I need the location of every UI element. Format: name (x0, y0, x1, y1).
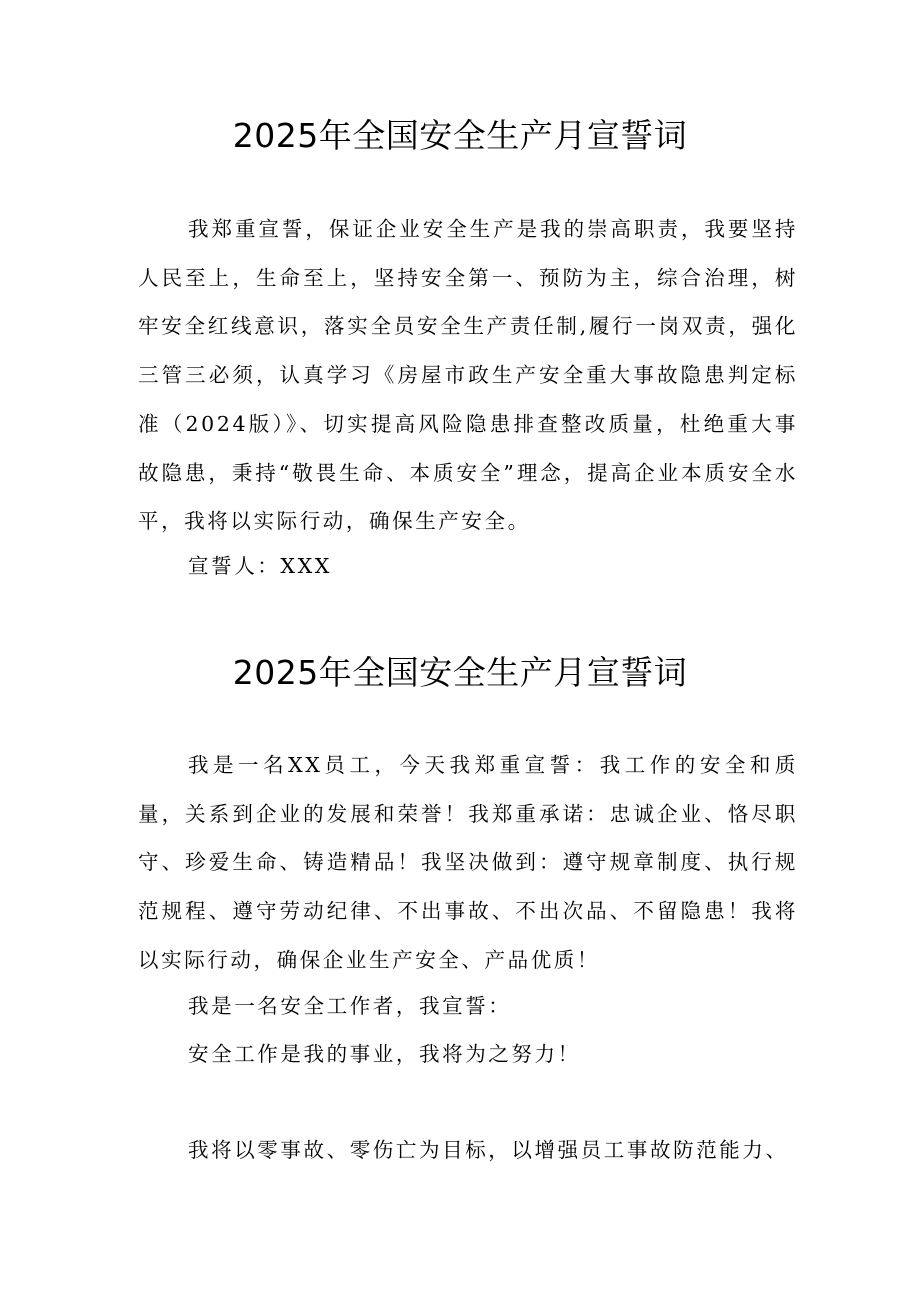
section-2-line-3: 我将以零事故、零伤亡为目标，以增强员工事故防范能力、 (188, 1138, 789, 1162)
section-2-line-2: 安全工作是我的事业，我将为之努力！ (188, 1042, 581, 1066)
section-2-title: 2025年全国安全生产月宣誓词 (232, 653, 688, 692)
section-1-title: 2025年全国安全生产月宣誓词 (232, 116, 688, 155)
section-2-line-1: 我是一名安全工作者，我宣誓： (188, 994, 512, 1018)
section-1-paragraph: 我郑重宣誓，保证企业安全生产是我的崇高职责，我要坚持人民至上，生命至上，坚持安全第一、预防为主，综合治理，树牢安全红线意识，落实全员安全生产责任制,履行一岗双责，强化三管三必须，认真学习《房屋市政生产安全重大事故隐患判定标准（2024版）》、切实提高风险隐患排查整改质量，杜绝重大事故隐患，秉持“敬畏生命、本质安全”理念，提高企业本质安全水平，我将以实际行动，确保生产安全。 (138, 217, 798, 534)
oath-taker-line: 宣誓人：XXX (188, 554, 332, 578)
section-2-paragraph: 我是一名XX员工，今天我郑重宣誓：我工作的安全和质量，关系到企业的发展和荣誉！我郑重承诺：忠诚企业、恪尽职守、珍爱生命、铸造精品！我坚决做到：遵守规章制度、执行规范规程、遵守劳动纪律、不出事故、不出次品、不留隐患！我将以实际行动，确保企业生产安全、产品优质！ (138, 753, 798, 972)
